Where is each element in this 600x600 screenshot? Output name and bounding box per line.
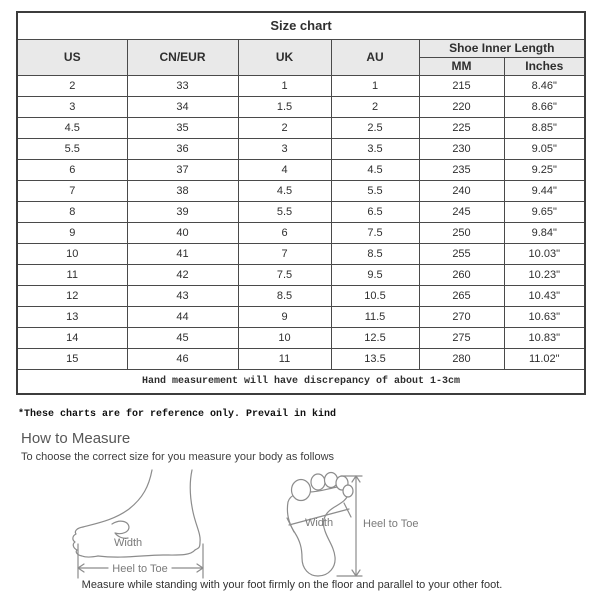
column-header-au: AU [331, 39, 419, 75]
cell-cn-eur: 41 [127, 243, 238, 264]
table-row [17, 264, 585, 285]
second-toe [311, 474, 325, 490]
cell-mm: 235 [419, 159, 504, 180]
cell-au: 2 [331, 96, 419, 117]
cell-us: 8 [17, 201, 127, 222]
table-row [17, 306, 585, 327]
cell-mm: 265 [419, 285, 504, 306]
cell-inches: 9.44" [504, 180, 585, 201]
cell-mm: 250 [419, 222, 504, 243]
cell-mm: 220 [419, 96, 504, 117]
column-header-us: US [17, 39, 127, 75]
cell-au: 11.5 [331, 306, 419, 327]
cell-mm: 260 [419, 264, 504, 285]
how-to-measure-title: How to Measure [21, 430, 131, 447]
cell-inches: 8.66" [504, 96, 585, 117]
foot-side-view-diagram [68, 468, 228, 580]
cell-cn-eur: 38 [127, 180, 238, 201]
cell-uk: 3 [238, 138, 331, 159]
cell-cn-eur: 34 [127, 96, 238, 117]
cell-us: 12 [17, 285, 127, 306]
cell-au: 5.5 [331, 180, 419, 201]
cell-au: 6.5 [331, 201, 419, 222]
cell-inches: 9.05" [504, 138, 585, 159]
side-heel-to-toe-label: Heel to Toe [112, 563, 168, 575]
cell-au: 9.5 [331, 264, 419, 285]
width-band-line [112, 521, 129, 538]
cell-us: 10 [17, 243, 127, 264]
cell-uk: 10 [238, 327, 331, 348]
cell-inches: 9.84" [504, 222, 585, 243]
cell-us: 14 [17, 327, 127, 348]
cell-au: 1 [331, 75, 419, 96]
how-to-measure-subtitle: To choose the correct size for you measure your body as follows [21, 451, 335, 463]
cell-uk: 9 [238, 306, 331, 327]
cell-mm: 270 [419, 306, 504, 327]
foot-heel-line [190, 470, 200, 550]
table-row [17, 201, 585, 222]
table-row [17, 327, 585, 348]
cell-us: 2 [17, 75, 127, 96]
table-row [17, 285, 585, 306]
cell-us: 15 [17, 348, 127, 369]
cell-inches: 9.65" [504, 201, 585, 222]
table-row [17, 180, 585, 201]
cell-us: 5.5 [17, 138, 127, 159]
column-header-inches: Inches [504, 57, 585, 75]
cell-uk: 2 [238, 117, 331, 138]
cell-cn-eur: 40 [127, 222, 238, 243]
table-footer-row [17, 369, 585, 394]
side-width-label: Width [114, 537, 143, 549]
table-row [17, 222, 585, 243]
dimension-arrow-left [78, 564, 108, 572]
table-row [17, 348, 585, 369]
table-header-row [17, 39, 585, 57]
cell-cn-eur: 39 [127, 201, 238, 222]
table-row [17, 117, 585, 138]
cell-uk: 1 [238, 75, 331, 96]
cell-cn-eur: 37 [127, 159, 238, 180]
cell-inches: 8.85" [504, 117, 585, 138]
cell-au: 10.5 [331, 285, 419, 306]
cell-uk: 11 [238, 348, 331, 369]
table-body [17, 75, 585, 369]
cell-cn-eur: 42 [127, 264, 238, 285]
column-header-uk: UK [238, 39, 331, 75]
table-row [17, 159, 585, 180]
big-toe [292, 480, 311, 501]
cell-mm: 275 [419, 327, 504, 348]
table-row [17, 96, 585, 117]
cell-us: 13 [17, 306, 127, 327]
cell-uk: 5.5 [238, 201, 331, 222]
cell-inches: 10.23" [504, 264, 585, 285]
cell-inches: 10.03" [504, 243, 585, 264]
size-chart-table [16, 11, 586, 395]
cell-au: 2.5 [331, 117, 419, 138]
cell-cn-eur: 45 [127, 327, 238, 348]
column-header-cn-eur: CN/EUR [127, 39, 238, 75]
cell-inches: 10.83" [504, 327, 585, 348]
cell-cn-eur: 44 [127, 306, 238, 327]
reference-note: *These charts are for reference only. Prevail in kind [18, 409, 337, 420]
cell-us: 4.5 [17, 117, 127, 138]
cell-mm: 225 [419, 117, 504, 138]
cell-uk: 8.5 [238, 285, 331, 306]
column-header-mm: MM [419, 57, 504, 75]
cell-us: 6 [17, 159, 127, 180]
cell-cn-eur: 36 [127, 138, 238, 159]
measuring-instruction-caption: Measure while standing with your foot firmly on the floor and parallel to your other foot. [81, 579, 503, 591]
cell-cn-eur: 43 [127, 285, 238, 306]
cell-au: 13.5 [331, 348, 419, 369]
cell-inches: 10.63" [504, 306, 585, 327]
cell-au: 7.5 [331, 222, 419, 243]
cell-us: 3 [17, 96, 127, 117]
table-title: Size chart [17, 12, 585, 39]
cell-uk: 1.5 [238, 96, 331, 117]
cell-mm: 245 [419, 201, 504, 222]
cell-us: 9 [17, 222, 127, 243]
cell-au: 12.5 [331, 327, 419, 348]
cell-au: 4.5 [331, 159, 419, 180]
cell-inches: 9.25" [504, 159, 585, 180]
table-title-row [17, 12, 585, 39]
cell-inches: 10.43" [504, 285, 585, 306]
cell-au: 8.5 [331, 243, 419, 264]
cell-cn-eur: 35 [127, 117, 238, 138]
top-width-label: Width [304, 517, 334, 529]
cell-mm: 280 [419, 348, 504, 369]
cell-uk: 6 [238, 222, 331, 243]
cell-mm: 240 [419, 180, 504, 201]
cell-uk: 7.5 [238, 264, 331, 285]
foot-sole-line [98, 550, 195, 557]
cell-mm: 230 [419, 138, 504, 159]
cell-cn-eur: 46 [127, 348, 238, 369]
footprint-outline [287, 487, 348, 576]
cell-inches: 11.02" [504, 348, 585, 369]
cell-cn-eur: 33 [127, 75, 238, 96]
table-row [17, 75, 585, 96]
cell-mm: 215 [419, 75, 504, 96]
third-toe [325, 473, 338, 488]
table-row [17, 243, 585, 264]
table-row [17, 138, 585, 159]
cell-uk: 7 [238, 243, 331, 264]
fifth-toe [343, 485, 353, 497]
cell-us: 7 [17, 180, 127, 201]
foot-toes-line [73, 527, 98, 557]
cell-inches: 8.46" [504, 75, 585, 96]
cell-mm: 255 [419, 243, 504, 264]
measurement-discrepancy-note: Hand measurement will have discrepancy of about 1-3cm [17, 369, 585, 394]
cell-au: 3.5 [331, 138, 419, 159]
cell-us: 11 [17, 264, 127, 285]
cell-uk: 4.5 [238, 180, 331, 201]
top-heel-to-toe-label: Heel to Toe [363, 518, 419, 530]
column-header-inner-length: Shoe Inner Length [419, 39, 585, 57]
dimension-arrow-right [172, 564, 203, 572]
foot-top-outline-line [83, 470, 152, 527]
cell-uk: 4 [238, 159, 331, 180]
footprint-diagram [283, 470, 428, 582]
